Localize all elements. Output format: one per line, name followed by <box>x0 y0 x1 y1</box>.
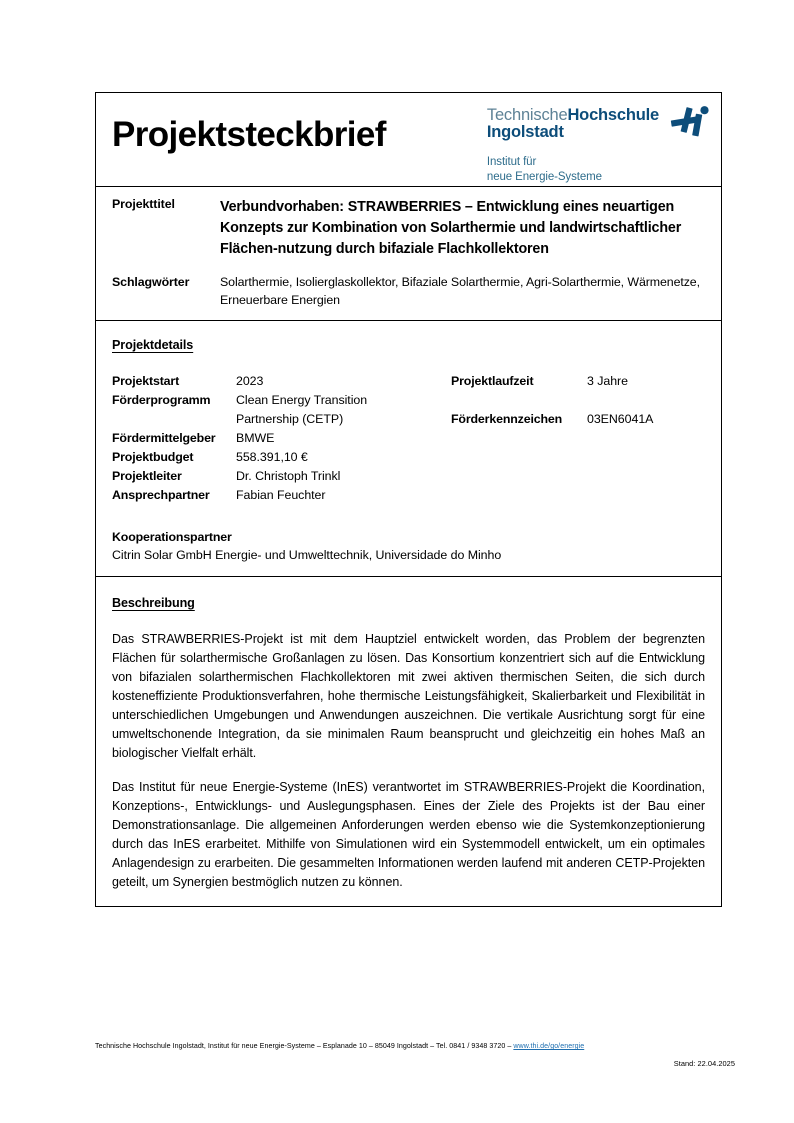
project-details-grid <box>96 372 721 504</box>
footer-website-link[interactable]: www.thi.de/go/energie <box>513 1042 585 1050</box>
detail-value-projektstart: 2023 <box>236 374 264 389</box>
keywords-value: Solarthermie, Isolierglaskollektor, Bifaziale Solarthermie, Agri-Solarthermie, Wärmenetze, Erneuerbare Energien <box>220 275 700 308</box>
description-heading: Beschreibung <box>112 596 195 611</box>
page-footer <box>95 1042 735 1068</box>
logo-subtitle-line-1: Institut für <box>486 156 537 168</box>
description-paragraph-1: Das STRAWBERRIES-Projekt ist mit dem Hauptziel entwickelt worden, das Problem der begrenzten Flächen für solarthermische Großanlagen zu lösen. Das Konsortium konzentriert sich auf die Entwicklung von bifazialen solarthermischen Flachkollektoren mit zwei aktiven thermischen Seiten, die sich durch kosteneffiziente Produktionsverfahren, hohe thermische Leistungsfähigkeit, Skalierbarkeit und Flexibilität in unterschiedlichen Umgebungen und Anwendungen auszeichnen. Die vertikale Ausrichtung sorgt für eine umweltschonende Integration, da sie minimalen Raum beansprucht und gleichzeitig ein hohes Maß an biologischer Vielfalt erhält. <box>112 632 705 761</box>
detail-label-projektstart: Projektstart <box>112 374 180 389</box>
logo-subtitle <box>487 155 602 184</box>
page-title: Projektsteckbrief <box>112 115 386 154</box>
keywords-label: Schlagwörter <box>112 275 190 290</box>
project-title-row <box>96 187 721 268</box>
detail-row-projektstart <box>96 372 451 391</box>
project-details-section <box>96 321 721 577</box>
detail-row-projektleiter <box>96 467 451 486</box>
logo-word-technische: Technische <box>486 106 568 124</box>
detail-row-ansprechpartner <box>96 486 451 505</box>
footer-address-line <box>95 1042 735 1050</box>
details-right-column <box>451 372 721 504</box>
institution-logo <box>487 93 721 184</box>
details-left-column <box>96 372 451 504</box>
detail-row-foerderkennzeichen <box>451 410 721 429</box>
detail-label-projektlaufzeit: Projektlaufzeit <box>451 374 534 389</box>
title-keywords-section <box>96 187 721 321</box>
detail-row-foerdermittelgeber <box>96 429 451 448</box>
detail-row-projektbudget <box>96 448 451 467</box>
description-paragraph-2: Das Institut für neue Energie-Systeme (InES) verantwortet im STRAWBERRIES-Projekt die Koordination, Konzeptions-, Entwicklungs- und Auslegungsphasen. Eines der Ziele des Projekts ist der Bau einer Demonstrationsanlage. Die allgemeinen Anforderungen werden ebenso wie die Systemkonzeptionierung durch das InES erarbeitet. Mithilfe von Simulationen wird ein Systemmodell entwickelt, um ein optimales Anlagendesign zu erarbeiten. Die gesammelten Informationen werden laufend mit anderen CETP-Projekten geteilt, um Synergien bestmöglich nutzen zu können. <box>112 780 705 890</box>
keywords-row <box>96 268 721 320</box>
cooperation-partners-value: Citrin Solar GmbH Energie- und Umwelttechnik, Universidade do Minho <box>112 548 502 563</box>
document-container <box>95 92 722 907</box>
description-section <box>96 577 721 906</box>
footer-revision-date: Stand: 22.04.2025 <box>673 1059 735 1068</box>
logo-word-ingolstadt: Ingolstadt <box>486 122 564 141</box>
detail-row-projektlaufzeit <box>451 372 721 391</box>
description-heading-wrap <box>96 596 721 630</box>
footer-address-text: Technische Hochschule Ingolstadt, Institut für neue Energie-Systeme – Esplanade 10 – 85049 Ingolstadt – Tel. 0841 / 9348 3720 – <box>95 1042 514 1050</box>
document-header <box>96 93 721 187</box>
detail-label-foerderkennzeichen: Förderkennzeichen <box>451 412 563 427</box>
detail-label-foerdermittelgeber: Fördermittelgeber <box>112 430 216 445</box>
description-body <box>96 630 721 892</box>
detail-value-foerdermittelgeber: BMWE <box>236 430 275 445</box>
detail-value-projektleiter: Dr. Christoph Trinkl <box>236 468 341 483</box>
project-title-label: Projekttitel <box>112 197 175 211</box>
project-title-value: Verbundvorhaben: STRAWBERRIES – Entwicklung eines neuartigen Konzepts zur Kombination von Solarthermie und landwirtschaftlicher Flächen-nutzung durch bifaziale Flachkollektoren <box>220 199 682 258</box>
logo-line-one <box>487 107 659 124</box>
detail-value-foerderkennzeichen: 03EN6041A <box>587 412 654 427</box>
detail-label-projektbudget: Projektbudget <box>112 449 194 464</box>
thi-logo-mark-icon <box>669 105 711 144</box>
logo-wordmark-row <box>487 107 711 144</box>
detail-value-projektbudget: 558.391,10 € <box>236 449 308 464</box>
detail-label-foerderprogramm: Förderprogramm <box>112 393 211 408</box>
logo-wordmark <box>487 107 659 140</box>
detail-value-foerderprogramm: Clean Energy Transition <box>236 393 368 408</box>
detail-value-foerderprogramm-cont: Partnership (CETP) <box>236 412 344 427</box>
detail-label-ansprechpartner: Ansprechpartner <box>112 487 210 502</box>
logo-word-hochschule: Hochschule <box>567 106 659 124</box>
detail-row-foerderprogramm <box>96 391 451 410</box>
cooperation-partners-heading: Kooperationspartner <box>112 530 232 545</box>
details-right-spacer <box>451 391 721 410</box>
detail-value-ansprechpartner: Fabian Feuchter <box>236 487 326 502</box>
logo-subtitle-line-2: neue Energie-Systeme <box>486 170 602 183</box>
detail-label-projektleiter: Projektleiter <box>112 468 182 483</box>
cooperation-partners-block <box>96 530 721 562</box>
detail-value-projektlaufzeit: 3 Jahre <box>587 374 628 389</box>
detail-row-foerderprogramm-cont <box>96 410 451 429</box>
project-details-heading: Projektdetails <box>112 338 194 353</box>
